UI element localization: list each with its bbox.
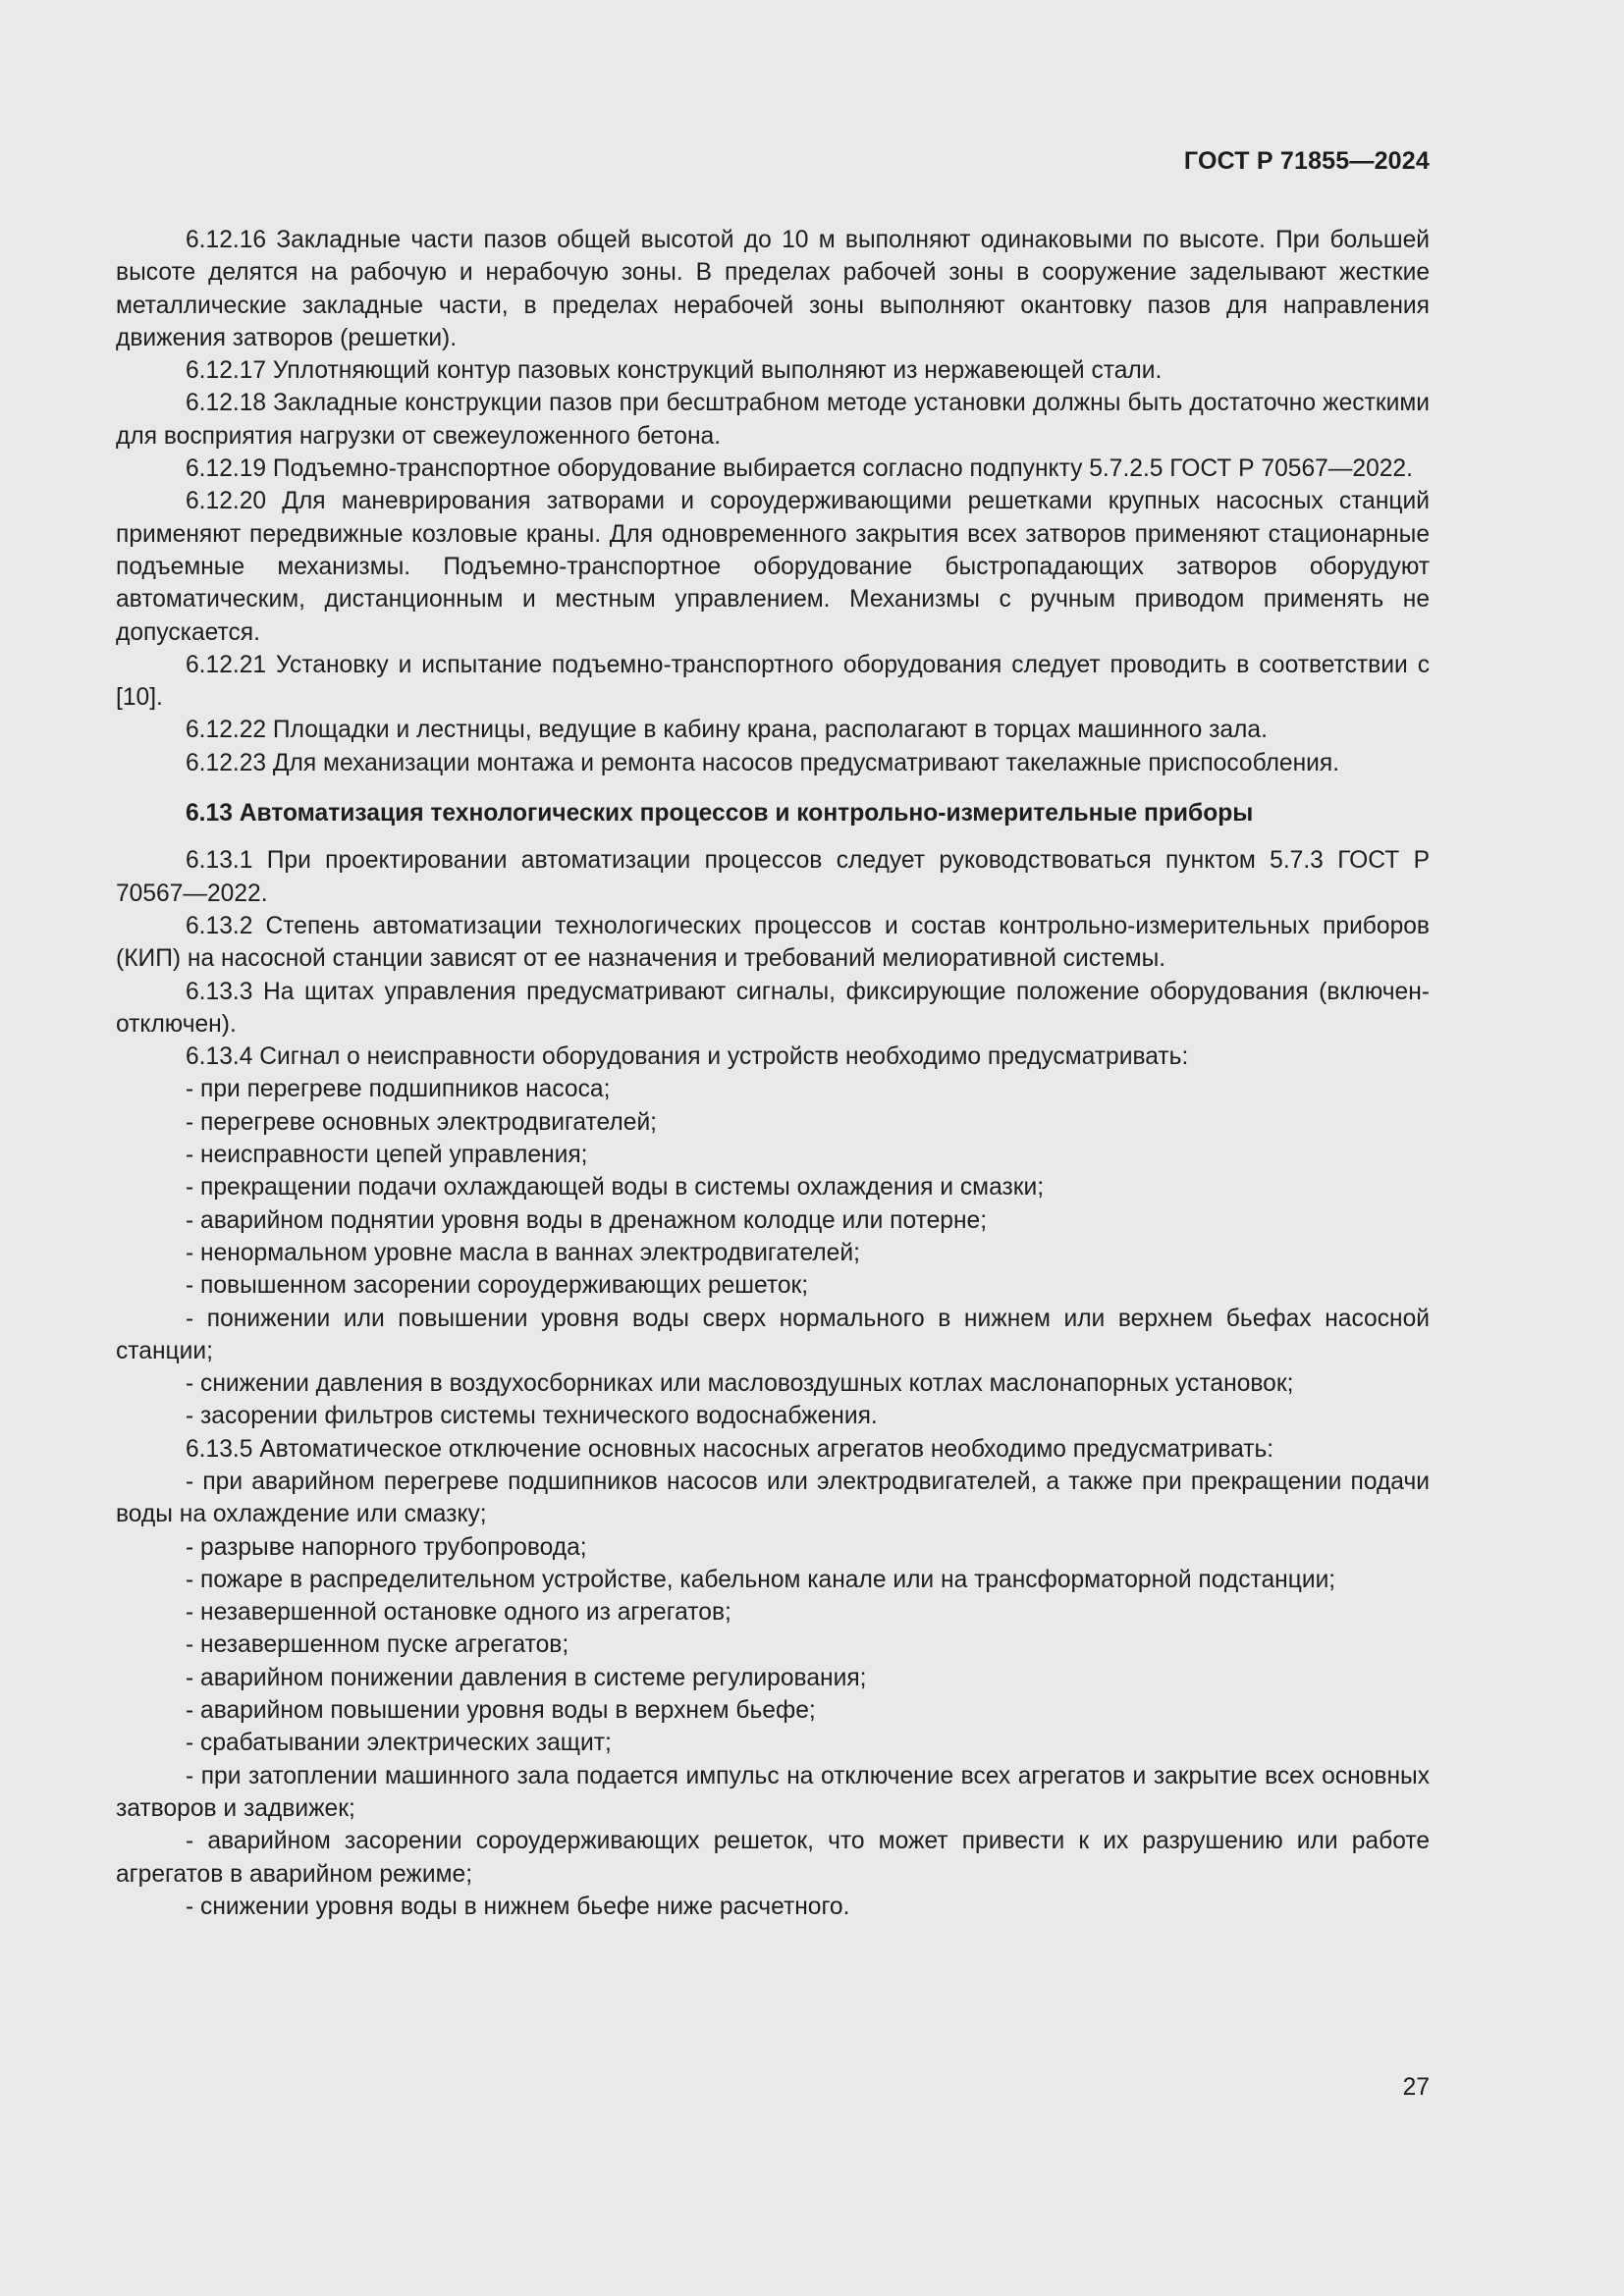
paragraph-6-13-5: 6.13.5 Автоматическое отключение основных насосных агрегатов необходимо предусматривать: bbox=[186, 1435, 1274, 1463]
list-item: - прекращении подачи охлаждающей воды в системы охлаждения и смазки; bbox=[186, 1174, 1045, 1201]
list-item: - пожаре в распределительном устройстве, кабельном канале или на трансформаторной подстанции; bbox=[186, 1566, 1336, 1593]
list-item: - разрыве напорного трубопровода; bbox=[186, 1533, 587, 1561]
list-item: - незавершенном пуске агрегатов; bbox=[186, 1631, 569, 1659]
list-item: - перегреве основных электродвигателей; bbox=[186, 1108, 658, 1136]
paragraph-6-12-17: 6.12.17 Уплотняющий контур пазовых конструкций выполняют из нержавеющей стали. bbox=[186, 357, 1163, 385]
list-item: - при перегреве подшипников насоса; bbox=[186, 1076, 611, 1103]
list-item: - аварийном засорении сороудерживающих решеток, что может привести к их разрушению или работе агрегатов в аварийном режиме; bbox=[116, 1828, 1430, 1888]
paragraph-6-12-23: 6.12.23 Для механизации монтажа и ремонта насосов предусматривают такелажные приспособления. bbox=[186, 749, 1340, 776]
list-item: - неисправности цепей управления; bbox=[186, 1142, 588, 1169]
list-item: - незавершенной остановке одного из агрегатов; bbox=[186, 1599, 731, 1627]
list-item: - при аварийном перегреве подшипников насосов или электродвигателей, а также при прекращении подачи воды на охлаждение или смазку; bbox=[116, 1468, 1430, 1528]
list-item: - аварийном поднятии уровня воды в дренажном колодце или потерне; bbox=[186, 1206, 988, 1234]
list-item: - срабатывании электрических защит; bbox=[186, 1730, 612, 1757]
paragraph-6-13-4: 6.13.4 Сигнал о неисправности оборудования и устройств необходимо предусматривать: bbox=[186, 1043, 1189, 1071]
document-page bbox=[116, 0, 1430, 2296]
paragraph-6-12-21: 6.12.21 Установку и испытание подъемно-транспортного оборудования следует проводить в соответствии с [10]. bbox=[116, 651, 1430, 712]
list-item: - снижении давления в воздухосборниках или масловоздушных котлах маслонапорных установок; bbox=[186, 1370, 1294, 1398]
paragraph-6-13-2: 6.13.2 Степень автоматизации технологических процессов и состав контрольно-измерительных приборов (КИП) на насосной станции зависят от ее назначения и требований мелиоративной системы. bbox=[116, 912, 1430, 973]
paragraph-6-12-18: 6.12.18 Закладные конструкции пазов при бесштрабном методе установки должны быть достаточно жесткими для восприятия нагрузки от свежеуложенного бетона. bbox=[116, 390, 1430, 450]
list-item: - засорении фильтров системы технического водоснабжения. bbox=[186, 1403, 878, 1430]
list-item: - понижении или повышении уровня воды сверх нормального в нижнем или верхнем бьефах насосной станции; bbox=[116, 1305, 1430, 1364]
list-item: - ненормальном уровне масла в ваннах электродвигателей; bbox=[186, 1239, 860, 1266]
paragraph-6-13-3: 6.13.3 На щитах управления предусматривают сигналы, фиксирующие положение оборудования (включен-отключен). bbox=[116, 978, 1430, 1038]
section-heading-6-13: 6.13 Автоматизация технологических процессов и контрольно-измерительные приборы bbox=[186, 800, 1254, 828]
list-item: - снижении уровня воды в нижнем бьефе ниже расчетного. bbox=[186, 1893, 850, 1920]
document-code-header: ГОСТ Р 71855—2024 bbox=[1183, 147, 1430, 175]
page-number: 27 bbox=[1402, 2074, 1430, 2101]
paragraph-6-12-20: 6.12.20 Для маневрирования затворами и сороудерживающими решетками крупных насосных станций применяют передвижные козловые краны. Для одновременного закрытия всех затворов применяют стационарные подъемные механизмы. Подъемно-транспортное оборудование быстропадающих затворов оборудуют автоматическим, дистанционным и местным управлением. Механизмы с ручным приводом применять не допускается. bbox=[116, 488, 1430, 646]
document-body bbox=[116, 224, 1430, 1923]
list-item: - аварийном понижении давления в системе регулирования; bbox=[186, 1664, 867, 1691]
paragraph-6-12-19: 6.12.19 Подъемно-транспортное оборудование выбирается согласно подпункту 5.7.2.5 ГОСТ Р 70567—2022. bbox=[186, 455, 1413, 483]
list-item: - повышенном засорении сороудерживающих решеток; bbox=[186, 1272, 809, 1300]
list-item: - при затоплении машинного зала подается импульс на отключение всех агрегатов и закрытие всех основных затворов и задвижек; bbox=[116, 1762, 1430, 1822]
paragraph-6-12-22: 6.12.22 Площадки и лестницы, ведущие в кабину крана, располагают в торцах машинного зала. bbox=[186, 717, 1268, 744]
list-item: - аварийном повышении уровня воды в верхнем бьефе; bbox=[186, 1697, 816, 1725]
paragraph-6-13-1: 6.13.1 При проектировании автоматизации процессов следует руководствоваться пунктом 5.7.3 ГОСТ Р 70567—2022. bbox=[116, 847, 1430, 907]
paragraph-6-12-16: 6.12.16 Закладные части пазов общей высотой до 10 м выполняют одинаковыми по высоте. При большей высоте делятся на рабочую и нерабочую зоны. В пределах рабочей зоны в сооружение заделывают жесткие металлические закладные части, в пределах нерабочей зоны выполняют окантовку пазов для направления движения затворов (решетки). bbox=[116, 227, 1430, 351]
